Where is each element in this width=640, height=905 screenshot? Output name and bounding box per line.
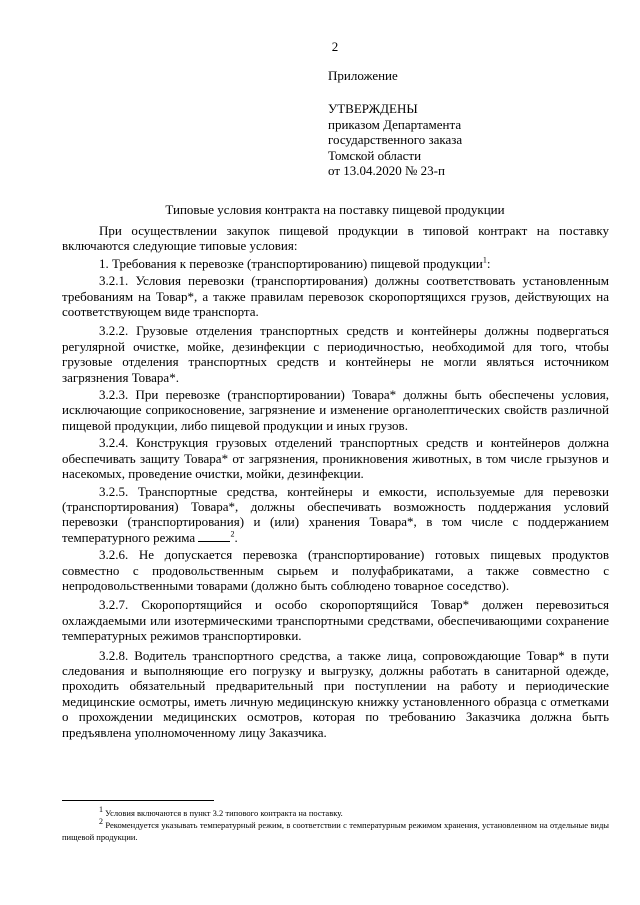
approval-line: Томской области [328,147,422,163]
footnote-1: $^1$ Условия включаются в пункт 3.2 типового контракта на поставку. [99,805,343,818]
paragraph-intro: При осуществлении закупок пищевой продукции в типовой контракт на поставку включаются следующие типовые условия: [62,223,609,254]
paragraph-3-2-3: 3.2.3. При перевозке (транспортировании) Товара* должны быть обеспечены условия, исключающие соприкосновение, загрязнение и изменение органолептических свойств различной пищевой продукции, либо пищевой продукции и иных грузов. [62,387,609,433]
footnotes [62,807,609,843]
footnote-ref-1: 1 [482,255,487,265]
page-number: 2 [331,39,339,54]
approval-heading: УТВЕРЖДЕНЫ [328,101,418,116]
paragraph-3-2-5: 3.2.5. Транспортные средства, контейнеры и емкости, используемые для перевозки (транспортирования) Товара*, должны обеспечивать возможность поддержания условий перевозки (транспортирования) и (или) хранения Товара*, в том числе с поддержанием температурного режима $^2$. [62,483,609,545]
paragraph-3-2-7: 3.2.7. Скоропортящийся и особо скоропортящийся Товар* должен перевозиться охлаждаемыми или изотермическими транспортными средствами, обеспечивающими сохранение температурных режимов транспортировки. [62,597,609,644]
approval-block [328,101,462,179]
footnote-separator [62,800,214,801]
document-title: Типовые условия контракта на поставку пищевой продукции [165,202,505,217]
paragraph-3-2-2: 3.2.2. Грузовые отделения транспортных средств и контейнеры должны подвергаться регулярной очистке, мойке, дезинфекции с периодичностью, необходимой для того, чтобы грузовые отделения транспортных средств и контейнеры не могли являться источником загрязнения Товара*. [62,323,609,385]
document-body [62,223,609,740]
paragraph-1: 1. Требования к перевозке (транспортированию) пищевой продукции$^1$: [99,255,491,271]
paragraph-3-2-4: 3.2.4. Конструкция грузовых отделений транспортных средств и контейнеров должна обеспечивать защиту Товара* от загрязнения, проникновения животных, в том числе грызунов и насекомых, проведение очистки, мойки, дезинфекции. [62,435,609,482]
blank-field [198,530,230,542]
approval-line: приказом Департамента [328,116,462,132]
paragraph-3-2-1: 3.2.1. Условия перевозки (транспортирования) должны соответствовать установленным требованиям на Товар*, а также правилам перевозок скоропортящихся грузов, действующих на соответствующем виде транспорта. [62,273,609,320]
approval-line: государственного заказа [328,132,463,147]
footnote-ref-2: 2 [230,529,235,539]
paragraph-3-2-6: 3.2.6. Не допускается перевозка (транспортирование) готовых пищевых продуктов совместно с продовольственным сырьем и полуфабрикатами, а также совместно с непродовольственными товарами (должно быть соблюдено товарное соседство). [62,547,609,593]
paragraph-3-2-8: 3.2.8. Водитель транспортного средства, а также лица, сопровождающие Товар* в пути следования и выполняющие его погрузку и выгрузку, должны работать в санитарной одежде, проходить обязательный предварительный при поступлении на работу и периодические медицинские осмотры, иметь личную медицинскую книжку установленного образца с отметками о прохождении медицинских осмотров, которая по требованию Заказчика должна быть предъявлена уполномоченному лицу Заказчика. [62,647,609,740]
appendix-label: Приложение [328,68,398,83]
footnote-2: $^2$ Рекомендуется указывать температурный режим, в соответствии с температурным режимом хранения, установленном на отдельные виды пищевой продукции. [62,817,609,842]
approval-line: от 13.04.2020 № 23-п [328,163,445,178]
